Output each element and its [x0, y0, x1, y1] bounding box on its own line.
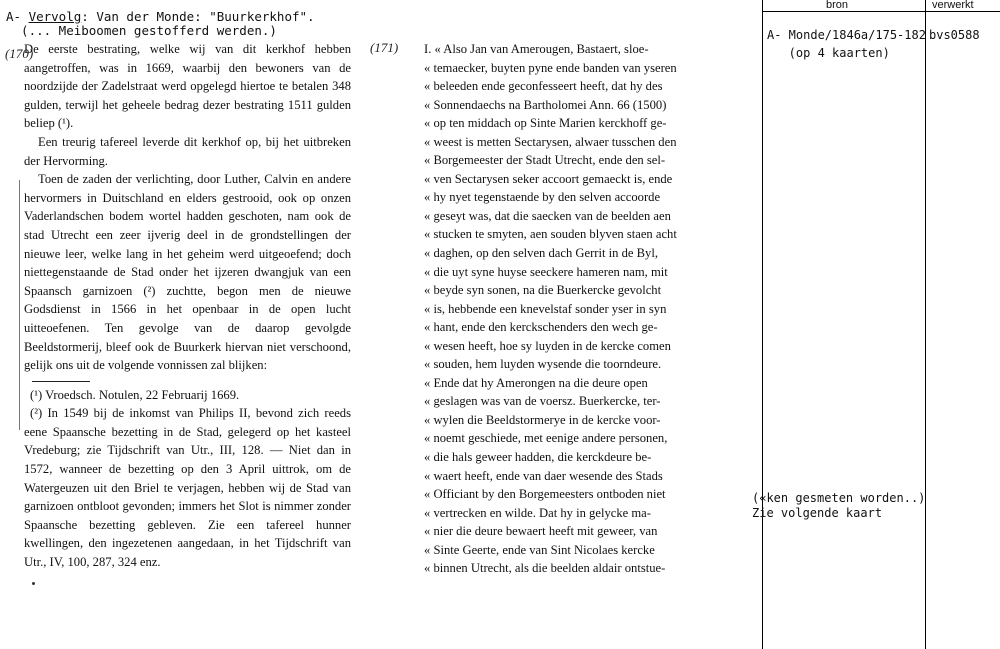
text-line: « weest is metten Sectarysen, alwaer tusschen den [424, 134, 677, 149]
footnote: (²) In 1549 bij de inkomst van Philips II, bevond zich reeds eene Spaansche bezetting in de Stad, gelegerd op het kasteel Vredeburg; zie Tijdschrift van Utr., III, 128. — Niet dan in 1572, wanneer de bezetting op den 3 April uittrok, om de Watergeuzen uit den Briel te verjagen, hebben wij de Stad van garnizoen ontbloot gevonden; immers het Slot is nimmer zonder Spaansche bezetting gebleven. Zie een tafereel hunner kwellingen, den ingezetenen aangedaan, in het Tijdschrift van Utr., IV, 100, 287, 324 enz. [24, 406, 351, 570]
bron-header: bron [826, 0, 849, 11]
text-line: « temaecker, buyten pyne ende banden van yseren [424, 60, 677, 75]
text-line: « vertrecken en wilde. Dat hy in gelycke ma- [424, 505, 651, 520]
text-line: « ven Sectarysen seker accoort gemaeckt is, ende [424, 171, 673, 186]
header-prefix: A- [6, 9, 29, 24]
text-line: « Ende dat hy Amerongen na die deure open [424, 375, 648, 390]
bron-cell [767, 26, 926, 62]
dot-mark [32, 582, 35, 585]
text-line: « stucken te smyten, aen souden blyven staen acht [424, 227, 677, 242]
text-line: « noemt geschiede, met eenige andere personen, [424, 431, 668, 446]
text-line: « wylen die Beeldstormerye in de kercke voor- [424, 412, 661, 427]
footnote: (¹) Vroedsch. Notulen, 22 Februarij 1669. [30, 387, 240, 402]
text-line: « wesen heeft, hoe sy luyden in de kercke comen [424, 338, 671, 353]
text-line: « op ten middach op Sinte Marien kerckhoff ge- [424, 116, 667, 131]
middle-column [424, 40, 717, 578]
paragraph: Toen de zaden der verlichting, door Luther, Calvin en andere hervormers in Duitschland en elders gestrooid, ook op onzen Vaderlandschen bodem wortel hadden geschoten, nam ook de stad Utrecht een zeer ijverig deel in de grondstellingen der nieuwe leer, welke lang in het geheim werd uitgeoefend; doch niettegenstaande de Stad onder het ijzeren dwangjuk van een Spaansch garnizoen (²) zuchtte, begon men de nieuwe Godsdienst in 1566 in het openbaar in de open lucht uitteoefenen. Ten gevolge van de daarop gevolgde Beeldstormerij, bleef ook de Buurkerk hiervan niet verschoond, gelijk ons uit de volgende vonnissen zal blijken: [24, 172, 351, 373]
text-line: « is, hebbende een knevelstaf sonder yser in syn [424, 301, 667, 316]
text-line: « Sonnendaechs na Bartholomei Ann. 66 (1500) [424, 97, 667, 112]
text-line: « die uyt syne huyse seeckere hameren nam, mit [424, 264, 668, 279]
table-border-mid [925, 0, 926, 649]
text-line: I. « Also Jan van Amerougen, Bastaert, sloe- [424, 42, 649, 56]
header-rest: : Van der Monde: "Buurkerkhof". [81, 9, 315, 24]
bron-line: A- Monde/1846a/175-182 [767, 28, 926, 42]
text-line: « Officiant by den Borgemeesters ontboden niet [424, 487, 666, 502]
text-line: « hy nyet tegenstaende by den selven accoorde [424, 190, 661, 205]
verwerkt-header: verwerkt [932, 0, 974, 11]
text-line: « Borgemeester der Stadt Utrecht, ende den sel- [424, 153, 666, 168]
continuation-note [752, 491, 925, 521]
text-line: « binnen Utrecht, als die beelden aldair ontstue- [424, 561, 666, 576]
note-line: («ken gesmeten worden..) [752, 491, 926, 505]
paragraph: De eerste bestrating, welke wij van dit kerkhof hebben aangetroffen, was in 1669, waarbij den bewoners van de noordzijde der Zadelstraat werd opgelegd hiertoe te betalen 348 gulden, terwijl het geheele bedrag dezer bestrating 1511 gulden beliep (¹). [24, 42, 351, 131]
text-line: « daghen, op den selven dach Gerrit in de Byl, [424, 246, 658, 261]
text-line: « geseyt was, dat die saecken van de beelden aen [424, 208, 671, 223]
footnote-divider [32, 381, 90, 382]
table-border-left [762, 0, 763, 649]
margin-number-left: (170) [5, 46, 34, 61]
paragraph: Een treurig tafereel leverde dit kerkhof op, bij het uitbreken der Hervorming. [24, 134, 351, 168]
bron-line: (op 4 kaarten) [767, 46, 890, 60]
left-column [24, 40, 351, 572]
gutter-line [19, 180, 20, 430]
verwerkt-cell: bvs0588 [929, 28, 980, 42]
text-line: « beyde syn sonen, na die Buerkercke gevolcht [424, 283, 662, 298]
text-line: « beleeden ende geconfesseert heeft, dat hy des [424, 79, 663, 94]
text-line: « hant, ende den kerckschenders den wech ge- [424, 320, 658, 335]
header-label: Vervolg [28, 9, 82, 24]
text-line: « souden, hem luyden wysende die toorndeure. [424, 357, 662, 372]
text-line: « Sinte Geerte, ende van Sint Nicolaes kercke [424, 542, 655, 557]
text-line: « die hals geweer hadden, die kerckdeure be- [424, 450, 652, 465]
margin-number-middle: (171) [370, 40, 399, 55]
header-line2: (... Meiboomen gestofferd werden.) [6, 23, 277, 38]
text-line: « waert heeft, ende van daer wesende des Stads [424, 468, 663, 483]
card-header [6, 10, 315, 38]
note-line: Zie volgende kaart [752, 506, 883, 520]
text-line: « geslagen was van de voersz. Buerkercke, ter- [424, 394, 661, 409]
text-line: « nier die deure bewaert heeft mit geweer, van [424, 524, 658, 539]
